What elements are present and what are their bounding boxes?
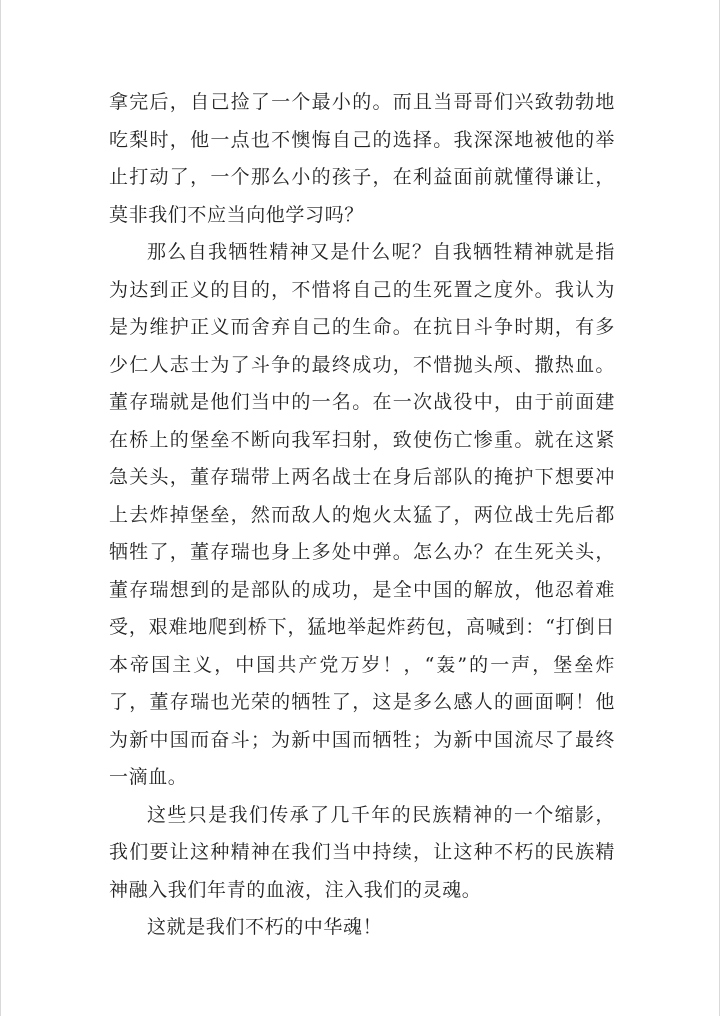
document-body: [109, 84, 615, 947]
paragraph-national-spirit: 这些只是我们传承了几千年的民族精神的一个缩影，我们要让这种精神在我们当中持续，让这种不朽的民族精神融入我们年青的血液，注入我们的灵魂。: [109, 803, 615, 901]
paragraph-self-sacrifice: 那么自我牺牲精神又是什么呢？自我牺牲精神就是指为达到正义的目的，不惜将自己的生死置之度外。我认为是为维护正义而舍弃自己的生命。在抗日斗争时期，有多少仁人志士为了斗争的最终成功，不惜抛头颅、撒热血。董存瑞就是他们当中的一名。在一次战役中，由于前面建在桥上的堡垒不断向我军扫射，致使伤亡惨重。就在这紧急关头，董存瑞带上两名战士在身后部队的掩护下想要冲上去炸掉堡垒，然而敌人的炮火太猛了，两位战士先后都牺牲了，董存瑞也身上多处中弹。怎么办？在生死关头，董存瑞想到的是部队的成功，是全中国的解放，他忍着难受，艰难地爬到桥下，猛地举起炸药包，高喊到：“打倒日本帝国主义，中国共产党万岁！，“轰”的一声，堡垒炸了，董存瑞也光荣的牺牲了，这是多么感人的画面啊！他为新中国而奋斗；为新中国而牺牲；为新中国流尽了最终一滴血。: [109, 241, 615, 788]
paragraph-conclusion: 这就是我们不朽的中华魂！: [147, 916, 383, 938]
paragraph-continued: 拿完后，自己捡了一个最小的。而且当哥哥们兴致勃勃地吃梨时，他一点也不懊悔自己的选择。我深深地被他的举止打动了，一个那么小的孩子，在利益面前就懂得谦让，莫非我们不应当向他学习吗？: [109, 91, 615, 226]
